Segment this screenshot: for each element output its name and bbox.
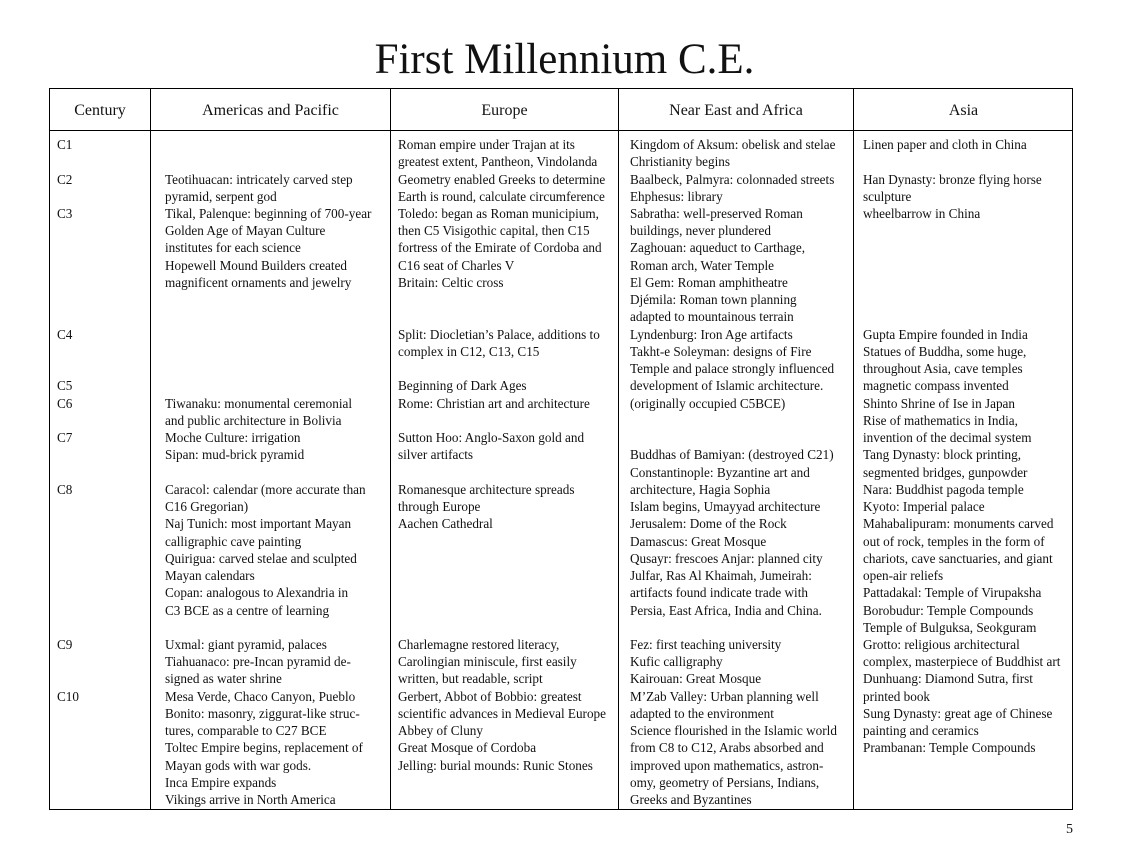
century-label: C3 <box>57 206 73 221</box>
header-asia: Asia <box>948 102 979 119</box>
near-east-entry-line: from C8 to C12, Arabs absorbed and <box>630 740 824 756</box>
americas-entry-line: Naj Tunich: most important Mayan <box>165 516 352 532</box>
near-east-entry-line: Lyndenburg: Iron Age artifacts <box>630 326 793 342</box>
page-title: First Millennium C.E. <box>374 36 755 83</box>
asia-entry-line: wheelbarrow in China <box>863 206 981 221</box>
asia-entry-line: Nara: Buddhist pagoda temple <box>863 481 1024 497</box>
asia-entry-line: Shinto Shrine of Ise in Japan <box>863 395 1016 411</box>
americas-entry-line: Teotihuacan: intricately carved step <box>165 171 353 187</box>
americas-entry-line: Mayan calendars <box>165 568 255 583</box>
near-east-entry-line: adapted to the environment <box>630 705 774 721</box>
page-number: 5 <box>1066 822 1073 837</box>
americas-entry-line: Quirigua: carved stelae and sculpted <box>165 550 357 566</box>
near-east-entry-line: Julfar, Ras Al Khaimah, Jumeirah: <box>630 568 812 583</box>
asia-entry-line: Kyoto: Imperial palace <box>863 499 985 514</box>
century-label: C1 <box>57 137 73 152</box>
century-label: C8 <box>57 481 73 497</box>
europe-entry-line: Geometry enabled Greeks to determine <box>398 171 606 187</box>
europe-entry-line: Toledo: began as Roman municipium, <box>398 206 599 221</box>
column-divider <box>853 88 854 810</box>
europe-entry-line: Charlemagne restored literacy, <box>398 637 560 652</box>
europe-entry-line: written, but readable, script <box>398 671 543 687</box>
century-label: C6 <box>57 395 73 411</box>
americas-entry-line: Sipan: mud-brick pyramid <box>165 447 305 463</box>
asia-entry-line: Mahabalipuram: monuments carved <box>863 516 1054 532</box>
century-label: C9 <box>57 637 73 652</box>
near-east-entry-line: Baalbeck, Palmyra: colonnaded streets <box>630 171 835 187</box>
europe-entry-line: scientific advances in Medieval Europe <box>398 705 606 721</box>
header-near-east: Near East and Africa <box>669 102 803 119</box>
europe-entry-line: silver artifacts <box>398 447 474 463</box>
americas-entry-line: Toltec Empire begins, replacement of <box>165 740 363 756</box>
asia-entry-line: Sung Dynasty: great age of Chinese <box>863 705 1053 721</box>
europe-entry-line: through Europe <box>398 499 481 514</box>
europe-entry-line: Split: Diocletian’s Palace, additions to <box>398 326 600 342</box>
near-east-entry-line: Constantinople: Byzantine art and <box>630 464 810 480</box>
near-east-entry-line: development of Islamic architecture. <box>630 378 824 394</box>
europe-entry-line: Rome: Christian art and architecture <box>398 395 590 411</box>
century-label: C10 <box>57 688 79 704</box>
europe-entry-line: Jelling: burial mounds: Runic Stones <box>398 757 593 773</box>
near-east-entry-line: Djémila: Roman town planning <box>630 292 797 308</box>
near-east-entry-line: Fez: first teaching university <box>630 637 782 652</box>
americas-entry-line: Inca Empire expands <box>165 774 277 790</box>
europe-entry-line: Britain: Celtic cross <box>398 274 504 290</box>
americas-entry-line: Golden Age of Mayan Culture <box>165 223 326 239</box>
americas-entry-line: Hopewell Mound Builders created <box>165 257 348 273</box>
europe-entry-line: Gerbert, Abbot of Bobbio: greatest <box>398 688 582 704</box>
americas-entry-line: signed as water shrine <box>165 671 282 687</box>
near-east-entry-line: Temple and palace strongly influenced <box>630 361 835 377</box>
near-east-entry-line: Christianity begins <box>630 154 731 170</box>
europe-entry-line: Romanesque architecture spreads <box>398 481 575 497</box>
near-east-entry-line: Kufic calligraphy <box>630 654 723 670</box>
header-century: Century <box>74 102 126 119</box>
americas-entry-line: Uxmal: giant pyramid, palaces <box>165 637 327 652</box>
asia-entry-line: complex, masterpiece of Buddhist art <box>863 654 1061 670</box>
americas-entry-line: Tiahuanaco: pre-Incan pyramid de- <box>165 654 351 670</box>
near-east-entry-line: M’Zab Valley: Urban planning well <box>630 688 819 704</box>
near-east-entry-line: Science flourished in the Islamic world <box>630 723 837 739</box>
asia-entry-line: segmented bridges, gunpowder <box>863 464 1028 480</box>
asia-entry-line: Pattadakal: Temple of Virupaksha <box>863 585 1042 601</box>
near-east-entry-line: Qusayr: frescoes Anjar: planned city <box>630 550 823 566</box>
asia-entry-line: printed book <box>863 688 931 704</box>
near-east-entry-line: architecture, Hagia Sophia <box>630 481 771 497</box>
near-east-entry-line: Kairouan: Great Mosque <box>630 671 762 687</box>
asia-entry-line: Temple of Bulguksa, Seokguram <box>863 619 1037 635</box>
asia-entry-line: chariots, cave sanctuaries, and giant <box>863 550 1053 566</box>
asia-entry-line: invention of the decimal system <box>863 430 1032 446</box>
asia-entry-line: sculpture <box>863 188 912 204</box>
europe-entry-line: Abbey of Cluny <box>398 723 483 739</box>
asia-entry-line: Linen paper and cloth in China <box>863 137 1027 152</box>
asia-entry-line: throughout Asia, cave temples <box>863 361 1023 377</box>
near-east-entry-line: Takht-e Soleyman: designs of Fire <box>630 343 812 359</box>
americas-entry-line: Mesa Verde, Chaco Canyon, Pueblo <box>165 688 356 704</box>
near-east-entry-line: Ehphesus: library <box>630 188 723 204</box>
near-east-entry-line: artifacts found indicate trade with <box>630 585 808 601</box>
americas-entry-line: C16 Gregorian) <box>165 499 249 514</box>
asia-entry-line: Tang Dynasty: block printing, <box>863 447 1022 463</box>
near-east-entry-line: Zaghouan: aqueduct to Carthage, <box>630 240 806 256</box>
near-east-entry-line: Roman arch, Water Temple <box>630 257 775 273</box>
near-east-entry-line: Greeks and Byzantines <box>630 792 752 808</box>
near-east-entry-line: Islam begins, Umayyad architecture <box>630 499 821 514</box>
europe-entry-line: complex in C12, C13, C15 <box>398 343 540 359</box>
americas-entry-line: Caracol: calendar (more accurate than <box>165 481 366 497</box>
header-europe: Europe <box>481 102 528 119</box>
century-label: C5 <box>57 378 73 394</box>
americas-entry-line: Tiwanaku: monumental ceremonial <box>165 395 353 411</box>
column-divider <box>150 88 151 810</box>
near-east-entry-line: Damascus: Great Mosque <box>630 533 767 549</box>
near-east-entry-line: Buddhas of Bamiyan: (destroyed C21) <box>630 447 834 463</box>
near-east-entry-line: Sabratha: well-preserved Roman <box>630 206 803 221</box>
column-divider <box>390 88 391 810</box>
americas-entry-line: C3 BCE as a centre of learning <box>165 602 330 618</box>
americas-entry-line: and public architecture in Bolivia <box>165 412 342 428</box>
europe-entry-line: greatest extent, Pantheon, Vindolanda <box>398 154 598 170</box>
europe-entry-line: C16 seat of Charles V <box>398 257 515 273</box>
europe-entry-line: fortress of the Emirate of Cordoba and <box>398 240 602 256</box>
century-label: C7 <box>57 430 73 446</box>
asia-entry-line: Rise of mathematics in India, <box>863 412 1018 428</box>
americas-entry-line: Vikings arrive in North America <box>165 792 336 808</box>
asia-entry-line: Gupta Empire founded in India <box>863 326 1028 342</box>
asia-entry-line: magnetic compass invented <box>863 378 1009 394</box>
europe-entry-line: Roman empire under Trajan at its <box>398 137 575 152</box>
asia-entry-line: Prambanan: Temple Compounds <box>863 740 1036 756</box>
americas-entry-line: institutes for each science <box>165 240 301 256</box>
americas-entry-line: magnificent ornaments and jewelry <box>165 274 352 290</box>
asia-entry-line: Han Dynasty: bronze flying horse <box>863 171 1042 187</box>
europe-entry-line: Beginning of Dark Ages <box>398 378 527 394</box>
americas-entry-line: tures, comparable to C27 BCE <box>165 723 327 739</box>
asia-entry-line: painting and ceramics <box>863 723 979 739</box>
europe-entry-line: Earth is round, calculate circumference <box>398 188 605 204</box>
americas-entry-line: calligraphic cave painting <box>165 533 302 549</box>
column-divider <box>618 88 619 810</box>
americas-entry-line: Tikal, Palenque: beginning of 700-year <box>165 206 372 221</box>
near-east-entry-line: Persia, East Africa, India and China. <box>630 602 822 618</box>
century-label: C4 <box>57 326 73 342</box>
europe-entry-line: Great Mosque of Cordoba <box>398 740 537 756</box>
asia-entry-line: out of rock, temples in the form of <box>863 533 1045 549</box>
near-east-entry-line: Jerusalem: Dome of the Rock <box>630 516 787 532</box>
near-east-entry-line: (originally occupied C5BCE) <box>630 395 786 411</box>
americas-entry-line: Moche Culture: irrigation <box>165 430 301 446</box>
europe-entry-line: Aachen Cathedral <box>398 516 493 532</box>
near-east-entry-line: adapted to mountainous terrain <box>630 309 794 325</box>
asia-entry-line: Borobudur: Temple Compounds <box>863 602 1034 618</box>
near-east-entry-line: omy, geometry of Persians, Indians, <box>630 774 820 790</box>
header-americas: Americas and Pacific <box>202 102 339 119</box>
near-east-entry-line: buildings, never plundered <box>630 223 771 239</box>
asia-entry-line: Grotto: religious architectural <box>863 637 1020 652</box>
century-label: C2 <box>57 171 73 187</box>
asia-entry-line: Statues of Buddha, some huge, <box>863 343 1027 359</box>
near-east-entry-line: Kingdom of Aksum: obelisk and stelae <box>630 137 836 152</box>
americas-entry-line: Copan: analogous to Alexandria in <box>165 585 349 601</box>
europe-entry-line: Carolingian miniscule, first easily <box>398 654 577 670</box>
near-east-entry-line: improved upon mathematics, astron- <box>630 757 824 773</box>
europe-entry-line: Sutton Hoo: Anglo-Saxon gold and <box>398 430 585 446</box>
header-divider <box>49 130 1073 131</box>
americas-entry-line: Mayan gods with war gods. <box>165 757 312 773</box>
asia-entry-line: Dunhuang: Diamond Sutra, first <box>863 671 1033 687</box>
near-east-entry-line: El Gem: Roman amphitheatre <box>630 274 788 290</box>
asia-entry-line: open-air reliefs <box>863 568 944 583</box>
americas-entry-line: Bonito: masonry, ziggurat-like struc- <box>165 705 360 721</box>
europe-entry-line: then C5 Visigothic capital, then C15 <box>398 223 590 239</box>
americas-entry-line: pyramid, serpent god <box>165 188 277 204</box>
